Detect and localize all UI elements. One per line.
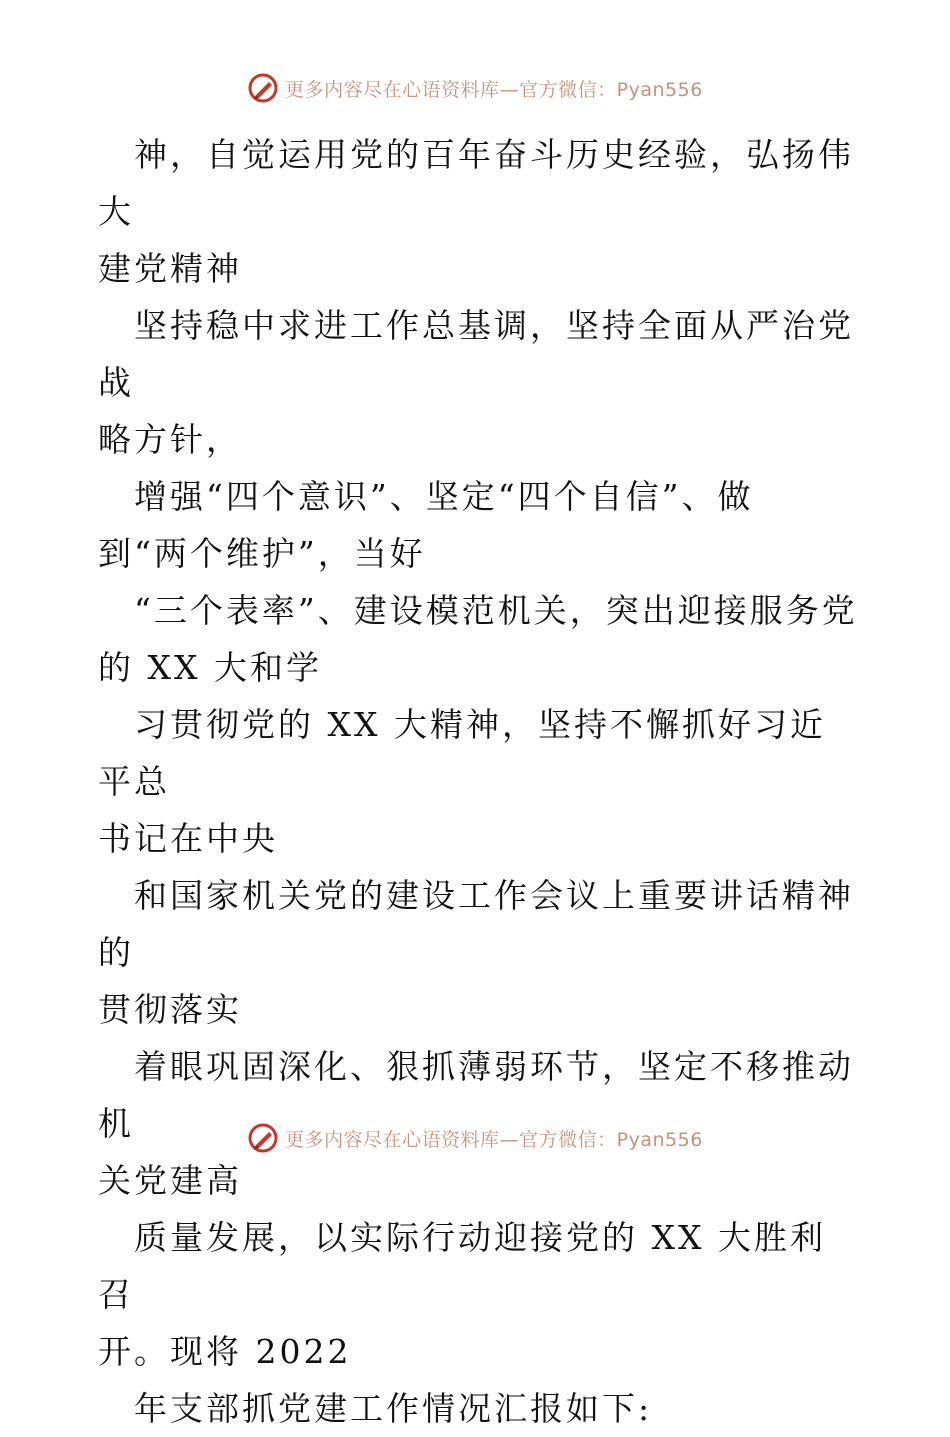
paragraph-line: “三个表率”、建设模范机关，突出迎接服务党 [134,591,858,630]
paragraph-2 [98,297,858,468]
paragraph-line: 质量发展，以实际行动迎接党的 XX 大胜利召 [98,1218,826,1314]
paragraph-line: 到“两个维护”，当好 [98,534,426,573]
watermark-text: 更多内容尽在心语资料库—官方微信：Pyan556 [285,1128,703,1151]
paragraph-4 [98,582,858,696]
paragraph-line: 增强“四个意识”、坚定“四个自信”、做 [134,477,754,516]
paragraph-line: 着眼巩固深化、狠抓薄弱环节，坚定不移推动机 [98,1047,854,1143]
watermark-text: 更多内容尽在心语资料库—官方微信：Pyan556 [285,78,703,101]
paragraph-line: 和国家机关党的建设工作会议上重要讲话精神的 [98,876,854,972]
paragraph-1 [98,126,858,297]
pen-logo-icon [247,1122,279,1154]
paragraph-line: 神，自觉运用党的百年奋斗历史经验，弘扬伟大 [98,135,854,231]
paragraph-line: 贯彻落实 [98,990,242,1029]
paragraph-9 [98,1380,858,1437]
paragraph-line: 略方针， [98,420,242,459]
paragraph-8 [98,1209,858,1380]
footer-watermark [0,1122,950,1154]
paragraph-line: 坚持稳中求进工作总基调，坚持全面从严治党战 [98,306,854,402]
paragraph-line: 关党建高 [98,1161,242,1200]
pen-logo-icon [247,72,279,104]
paragraph-3 [98,468,858,582]
paragraph-5 [98,696,858,867]
paragraph-line: 书记在中央 [98,819,278,858]
paragraph-line: 年支部抓党建工作情况汇报如下: [134,1389,653,1428]
paragraph-line: 习贯彻党的 XX 大精神，坚持不懈抓好习近平总 [98,705,826,801]
paragraph-line: 开。现将 2022 [98,1332,352,1371]
document-body [98,126,858,1437]
header-watermark [0,72,950,104]
paragraph-line: 的 XX 大和学 [98,648,322,687]
paragraph-6 [98,867,858,1038]
paragraph-line: 建党精神 [98,249,242,288]
